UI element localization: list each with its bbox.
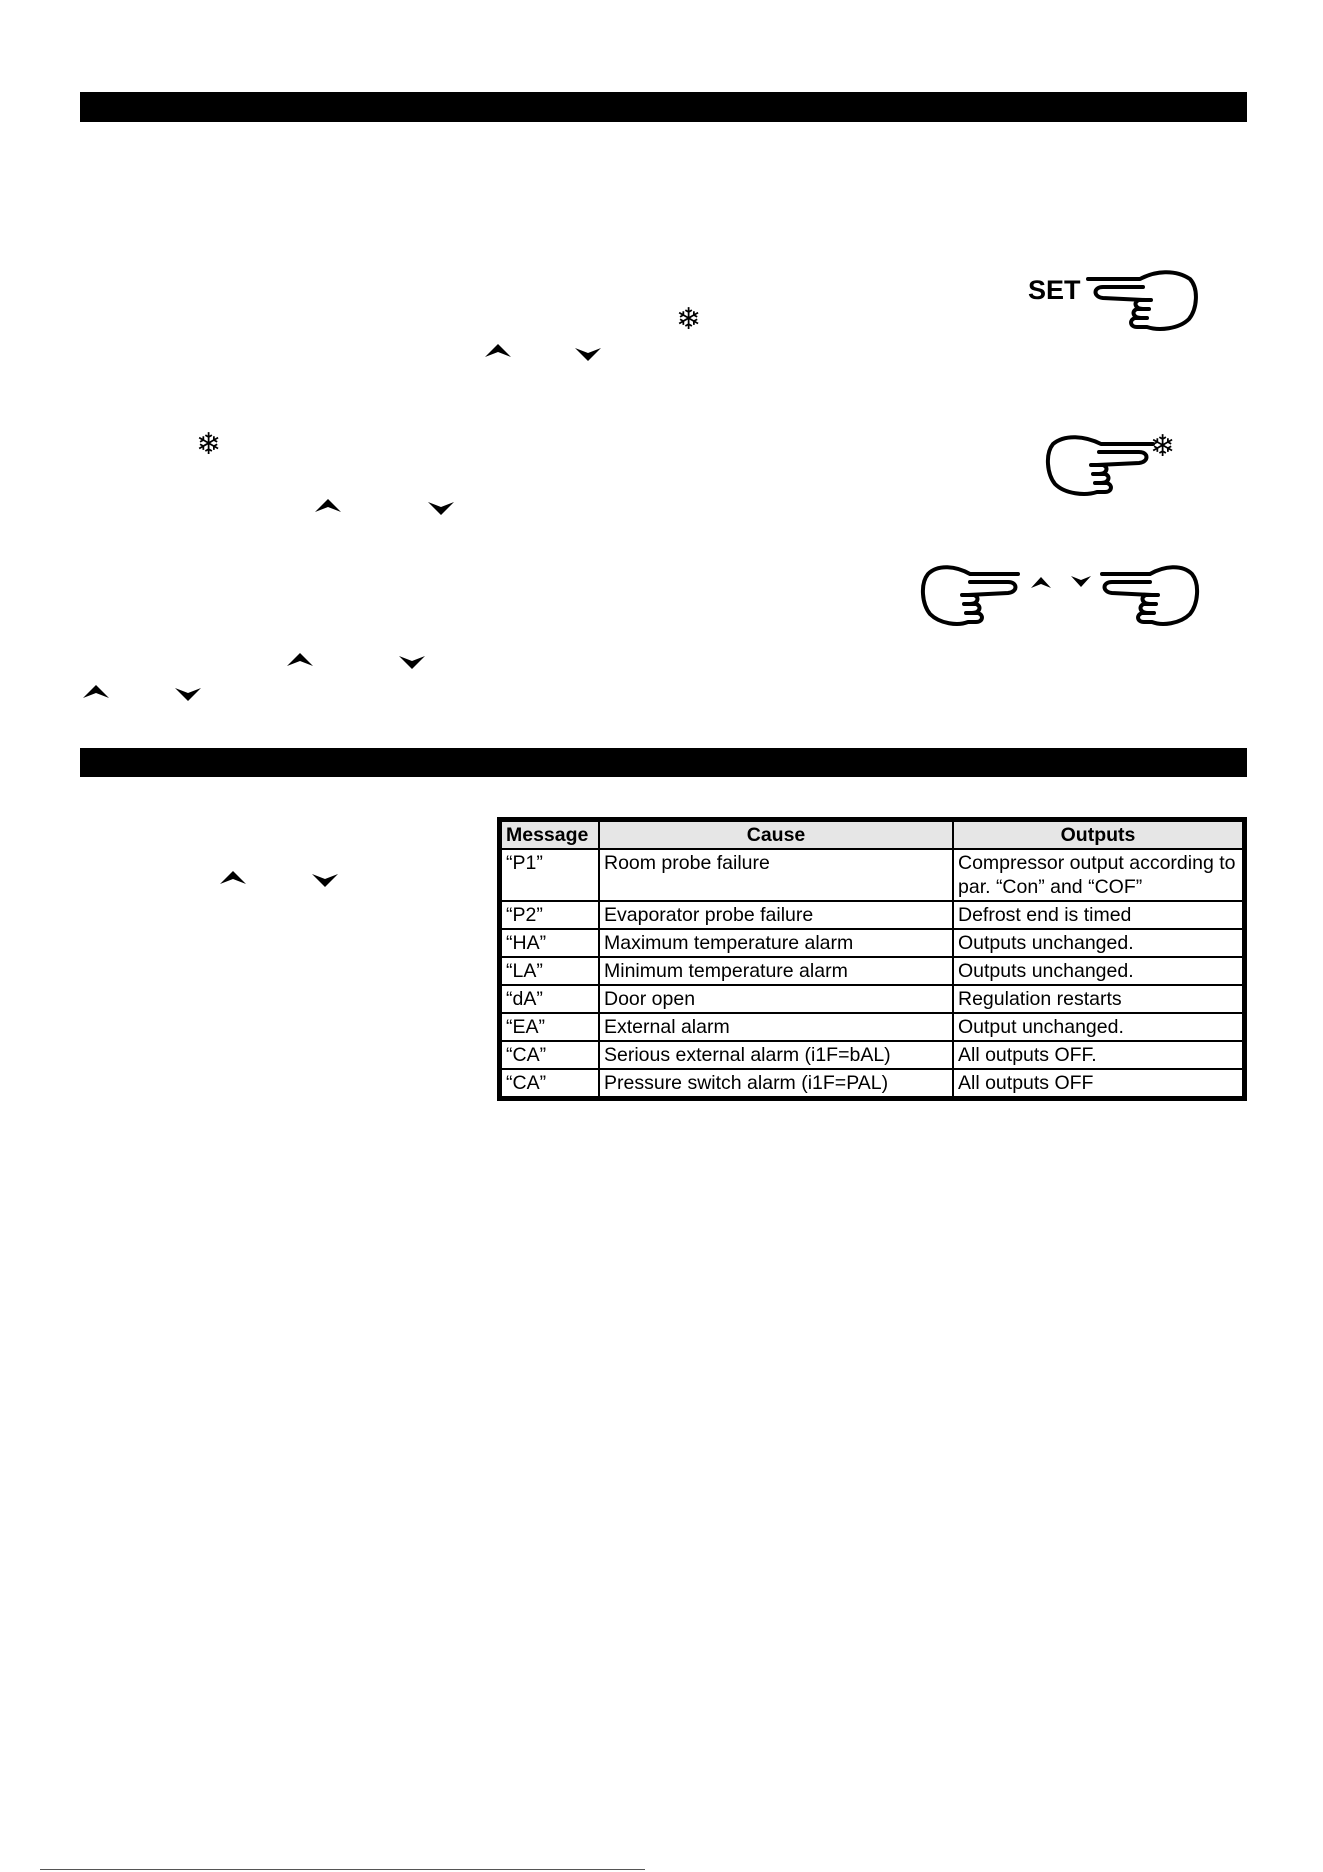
table-row (501, 985, 1243, 1013)
down-arrow-icon (397, 654, 427, 672)
table-row (501, 901, 1243, 929)
down-arrow-icon (1070, 575, 1092, 589)
cause-cell: Room probe failure (599, 849, 953, 901)
down-arrow-icon (310, 872, 340, 890)
outputs-cell: Outputs unchanged. (953, 929, 1243, 957)
outputs-cell: Defrost end is timed (953, 901, 1243, 929)
set-key-label: SET (1028, 275, 1081, 305)
table-row (501, 849, 1243, 901)
table-header-row (501, 821, 1243, 849)
hand-pointing-up-icon (920, 560, 1020, 630)
outputs-cell: All outputs OFF. (953, 1041, 1243, 1069)
table-row (501, 1041, 1243, 1069)
up-arrow-icon (1030, 575, 1052, 589)
message-cell: “CA” (501, 1069, 599, 1097)
down-arrow-icon (426, 500, 456, 518)
message-cell: “HA” (501, 929, 599, 957)
outputs-cell: Output unchanged. (953, 1013, 1243, 1041)
message-cell: “EA” (501, 1013, 599, 1041)
outputs-cell: All outputs OFF (953, 1069, 1243, 1097)
message-cell: “dA” (501, 985, 599, 1013)
cause-cell: Evaporator probe failure (599, 901, 953, 929)
column-header-outputs: Outputs (953, 821, 1243, 849)
snowflake-icon: ❄ (196, 427, 222, 462)
up-arrow-icon (81, 682, 111, 700)
table-row (501, 929, 1243, 957)
message-cell: “LA” (501, 957, 599, 985)
cause-cell: Serious external alarm (i1F=bAL) (599, 1041, 953, 1069)
outputs-cell: Regulation restarts (953, 985, 1243, 1013)
section-header-bar (80, 748, 1247, 777)
column-header-cause: Cause (599, 821, 953, 849)
cause-cell: Door open (599, 985, 953, 1013)
table-row (501, 1013, 1243, 1041)
cause-cell: Maximum temperature alarm (599, 929, 953, 957)
table-row (501, 1069, 1243, 1097)
column-header-message: Message (501, 821, 599, 849)
table-row (501, 957, 1243, 985)
hand-pointing-down-icon (1100, 560, 1200, 630)
message-cell: “P2” (501, 901, 599, 929)
up-arrow-icon (285, 650, 315, 668)
alarm-signals-table (497, 817, 1247, 1101)
hand-pointing-defrost-icon (1045, 430, 1155, 500)
snowflake-icon: ❄ (1150, 429, 1176, 464)
down-arrow-icon (573, 346, 603, 364)
outputs-cell: Compressor output according to par. “Con” and “COF” (953, 849, 1243, 901)
message-cell: “P1” (501, 849, 599, 901)
hand-pointing-set-icon (1085, 265, 1200, 335)
down-arrow-icon (173, 686, 203, 704)
snowflake-icon: ❄ (676, 302, 702, 337)
cause-cell: External alarm (599, 1013, 953, 1041)
section-header-bar (80, 93, 1247, 122)
message-cell: “CA” (501, 1041, 599, 1069)
cause-cell: Minimum temperature alarm (599, 957, 953, 985)
footer-rule (40, 1869, 645, 1870)
outputs-cell: Outputs unchanged. (953, 957, 1243, 985)
up-arrow-icon (313, 496, 343, 514)
up-arrow-icon (483, 341, 513, 359)
cause-cell: Pressure switch alarm (i1F=PAL) (599, 1069, 953, 1097)
up-arrow-icon (218, 868, 248, 886)
